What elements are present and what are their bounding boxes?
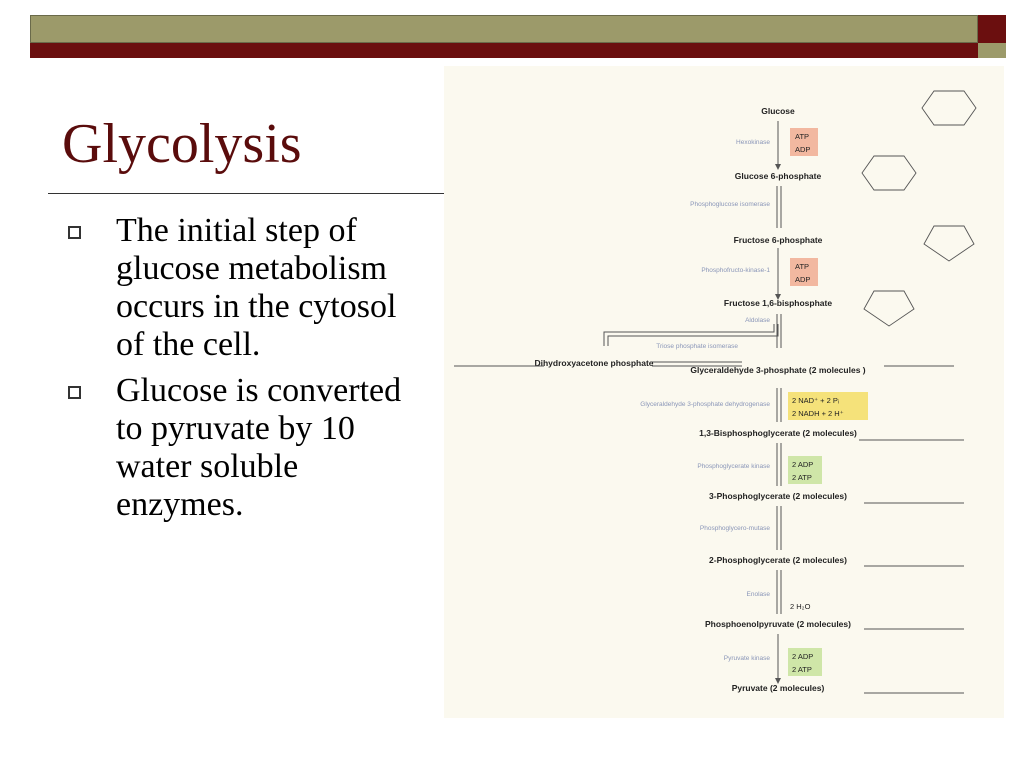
slide-title: Glycolysis xyxy=(62,113,302,175)
cofactor-label: ADP xyxy=(795,275,811,284)
bullet-item xyxy=(62,372,432,524)
square-bullet-icon xyxy=(68,226,81,239)
cofactor-label: 2 H₂O xyxy=(790,602,811,611)
enzyme-label: Phosphoglycero-mutase xyxy=(699,525,770,532)
enzyme-label: Glyceraldehyde 3-phosphate dehydrogenase xyxy=(640,401,770,408)
intermediate-label: 1,3-Bisphosphoglycerate (2 molecules) xyxy=(699,428,857,438)
header-band-maroon xyxy=(30,43,978,58)
intermediate-label: Glucose 6-phosphate xyxy=(734,171,822,181)
cofactor-label: ATP xyxy=(795,132,810,141)
cofactor-label: ATP xyxy=(795,262,810,271)
molecule-structures xyxy=(454,91,976,693)
bullet-item xyxy=(62,212,432,364)
cofactor-label: 2 ADP xyxy=(792,460,814,469)
title-divider xyxy=(48,193,444,194)
enzyme-labels xyxy=(640,139,770,662)
cofactor-label: 2 NAD⁺ + 2 Pᵢ xyxy=(792,396,840,405)
intermediate-label: 3-Phosphoglycerate (2 molecules) xyxy=(709,491,847,501)
intermediate-label: Glucose xyxy=(761,106,795,116)
header-band-olive xyxy=(30,15,978,43)
cofactor-label: 2 ATP xyxy=(792,665,812,674)
intermediate-label: Phosphoenolpyruvate (2 molecules) xyxy=(705,619,851,629)
intermediate-label: Fructose 1,6-bisphosphate xyxy=(723,298,833,308)
enzyme-label: Hexokinase xyxy=(736,139,770,146)
enzyme-label: Triose phosphate isomerase xyxy=(656,343,738,350)
pathway-svg xyxy=(444,66,1004,718)
bullet-list xyxy=(62,212,432,532)
intermediate-label: Fructose 6-phosphate xyxy=(733,235,823,245)
cofactor-label: ADP xyxy=(795,145,811,154)
bullet-text: Glucose is converted to pyruvate by 10 water soluble enzymes. xyxy=(116,372,402,523)
side-product-label: Dihydroxyacetone phosphate xyxy=(534,358,654,368)
enzyme-label: Aldolase xyxy=(745,317,770,324)
corner-block-olive xyxy=(978,43,1006,58)
bullet-text: The initial step of glucose metabolism occurs in the cytosol of the cell. xyxy=(116,212,397,363)
enzyme-label: Phosphoglucose isomerase xyxy=(690,201,770,208)
square-bullet-icon xyxy=(68,386,81,399)
cofactor-label: 2 NADH + 2 H⁺ xyxy=(792,409,844,418)
corner-block-maroon xyxy=(978,15,1006,43)
cofactor-label: 2 ATP xyxy=(792,473,812,482)
enzyme-label: Phosphoglycerate kinase xyxy=(697,463,770,470)
intermediate-label: 2-Phosphoglycerate (2 molecules) xyxy=(709,555,847,565)
enzyme-label: Phosphofructo-kinase-1 xyxy=(701,267,770,274)
glycolysis-pathway-figure xyxy=(444,66,1004,718)
intermediate-label: Pyruvate (2 molecules) xyxy=(731,683,825,693)
enzyme-label: Enolase xyxy=(746,591,770,598)
cofactor-label: 2 ADP xyxy=(792,652,814,661)
intermediate-label: Glyceraldehyde 3-phosphate (2 molecules ) xyxy=(690,365,866,375)
enzyme-label: Pyruvate kinase xyxy=(723,655,770,662)
